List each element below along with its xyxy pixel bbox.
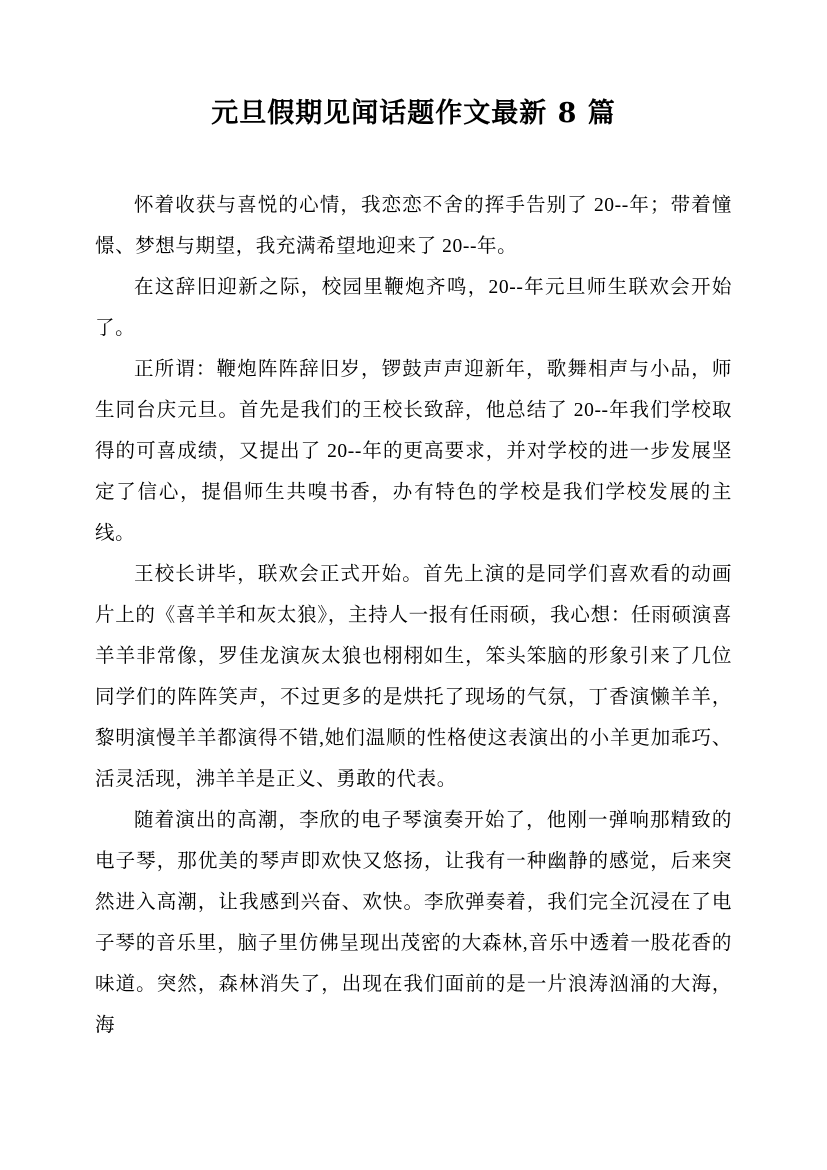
paragraph-3: 正所谓：鞭炮阵阵辞旧岁，锣鼓声声迎新年，歌舞相声与小品，师生同台庆元旦。首先是我们的王校长致辞，他总结了 20--年我们学校取得的可喜成绩，又提出了 20--年的更高要求，并对学校的进一步发展坚定了信心，提倡师生共嗅书香，办有特色的学校是我们学校发展的主线。 bbox=[95, 358, 732, 544]
paragraph-1: 怀着收获与喜悦的心情，我恋恋不舍的挥手告别了 20--年；带着憧憬、梦想与期望，我充满希望地迎来了 20--年。 bbox=[95, 194, 732, 257]
page-title: 元旦假期见闻话题作文最新 8 篇 bbox=[211, 98, 616, 129]
paragraph-4: 王校长讲毕，联欢会正式开始。首先上演的是同学们喜欢看的动画片上的《喜羊羊和灰太狼》，主持人一报有任雨硕，我心想：任雨硕演喜羊羊非常像，罗佳龙演灰太狼也栩栩如生，笨头笨脑的形象引来了几位同学们的阵阵笑声，不过更多的是烘托了现场的气氛，丁香演懒羊羊，黎明演慢羊羊都演得不错,她们温顺的性格使这表演出的小羊更加乖巧、活灵活现，沸羊羊是正义、勇敢的代表。 bbox=[95, 563, 732, 790]
paragraph-2: 在这辞旧迎新之际，校园里鞭炮齐鸣，20--年元旦师生联欢会开始了。 bbox=[95, 276, 732, 339]
paragraph-5: 随着演出的高潮，李欣的电子琴演奏开始了，他刚一弹响那精致的电子琴，那优美的琴声即欢快又悠扬，让我有一种幽静的感觉，后来突然进入高潮，让我感到兴奋、欢快。李欣弹奏着，我们完全沉浸在了电子琴的音乐里，脑子里仿佛呈现出茂密的大森林,音乐中透着一股花香的味道。突然，森林消失了，出现在我们面前的是一片浪涛汹涌的大海，海 bbox=[95, 809, 732, 1036]
document-body bbox=[95, 185, 732, 1046]
